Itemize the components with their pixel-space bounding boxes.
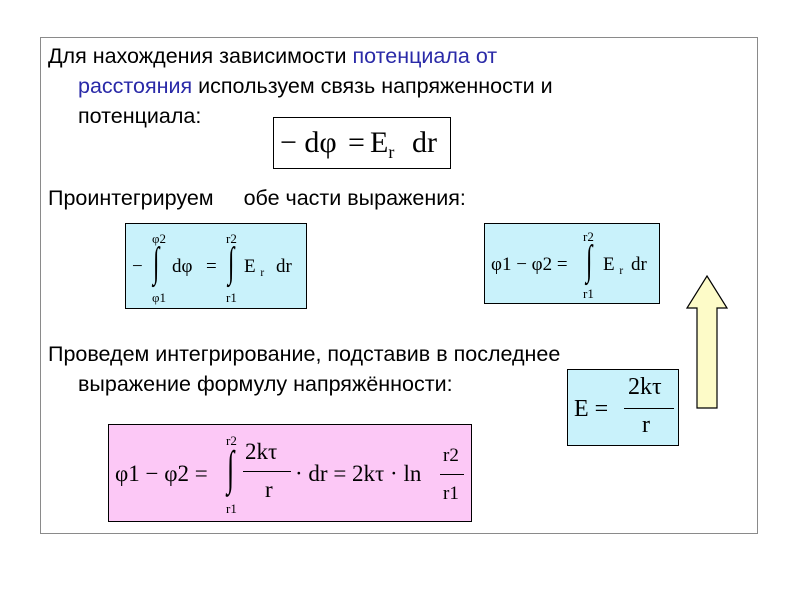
paragraph-2 bbox=[48, 183, 466, 213]
eq2-lower-limit: φ1 bbox=[152, 290, 167, 305]
eq4-denominator: r bbox=[642, 412, 650, 438]
eq2-minus: − bbox=[132, 256, 143, 277]
equation-integration-result bbox=[108, 424, 472, 522]
p1-text-b: используем связь напряженности и bbox=[192, 74, 553, 98]
eq5-integral: ∫ bbox=[227, 442, 235, 495]
equation-potential-difference bbox=[484, 223, 660, 304]
eq5-upper-limit: r2 bbox=[226, 433, 237, 448]
eq2-integral-1: ∫ bbox=[153, 240, 160, 286]
eq5-lower-limit: r1 bbox=[226, 501, 237, 516]
p3-text-b: выражение формулу напряжённости: bbox=[78, 372, 453, 396]
eq2-integral-2: ∫ bbox=[228, 240, 235, 286]
eq2-equals: = bbox=[206, 256, 217, 277]
eq3-field: E $_r$ bbox=[603, 254, 624, 277]
eq5-denominator-2: r1 bbox=[443, 483, 459, 504]
eq5-denominator: r bbox=[265, 477, 273, 502]
eq2-dr: dr bbox=[276, 256, 292, 277]
eq5-numerator: 2kτ bbox=[245, 439, 278, 464]
eq5-fraction-bar-2 bbox=[440, 474, 464, 475]
eq2-dphi: dφ bbox=[172, 256, 193, 277]
eq2-upper-limit: φ2 bbox=[152, 231, 167, 246]
eq4-numerator: 2kτ bbox=[628, 374, 662, 400]
eq4-lhs: E = bbox=[574, 396, 609, 422]
eq1-equals: = bbox=[348, 126, 365, 159]
eq5-middle: · dr = 2kτ · ln bbox=[295, 461, 422, 486]
p1-text-c: потенциала: bbox=[78, 104, 202, 128]
eq2-lower-limit-2: r1 bbox=[226, 290, 237, 305]
eq3-lower-limit: r1 bbox=[583, 286, 594, 301]
eq5-fraction-bar bbox=[243, 471, 291, 472]
eq3-upper-limit: r2 bbox=[583, 229, 594, 244]
eq3-lhs: φ1 − φ2 = bbox=[491, 254, 568, 275]
eq3-integral: ∫ bbox=[586, 238, 593, 284]
p1-highlight-2: расстояния bbox=[78, 74, 193, 98]
p1-text-a: Для нахождения зависимости bbox=[48, 44, 353, 68]
eq3-dr: dr bbox=[631, 254, 647, 275]
eq4-fraction-bar bbox=[624, 408, 674, 409]
equation-integral-both-sides bbox=[125, 223, 307, 309]
eq2-upper-limit-2: r2 bbox=[226, 231, 237, 246]
p2-text-a: Проинтегрируем bbox=[48, 186, 214, 210]
eq5-lhs: φ1 − φ2 = bbox=[115, 461, 208, 486]
eq1-field: $E_r$ bbox=[370, 126, 395, 163]
p3-text-a: Проведем интегрирование, подставив в последнее bbox=[48, 342, 561, 366]
equation-field-potential-relation bbox=[273, 117, 451, 169]
paragraph-3 bbox=[48, 339, 560, 399]
p1-highlight-1: потенциала от bbox=[352, 44, 498, 68]
eq5-numerator-2: r2 bbox=[443, 445, 459, 466]
up-arrow-icon bbox=[684, 274, 730, 410]
p2-text-b: обе части выражения: bbox=[243, 186, 466, 210]
eq1-lhs: − dφ bbox=[280, 126, 337, 159]
eq2-field: E $_r$ bbox=[244, 256, 265, 279]
eq1-dr: dr bbox=[412, 126, 437, 159]
equation-field-strength bbox=[567, 369, 679, 446]
